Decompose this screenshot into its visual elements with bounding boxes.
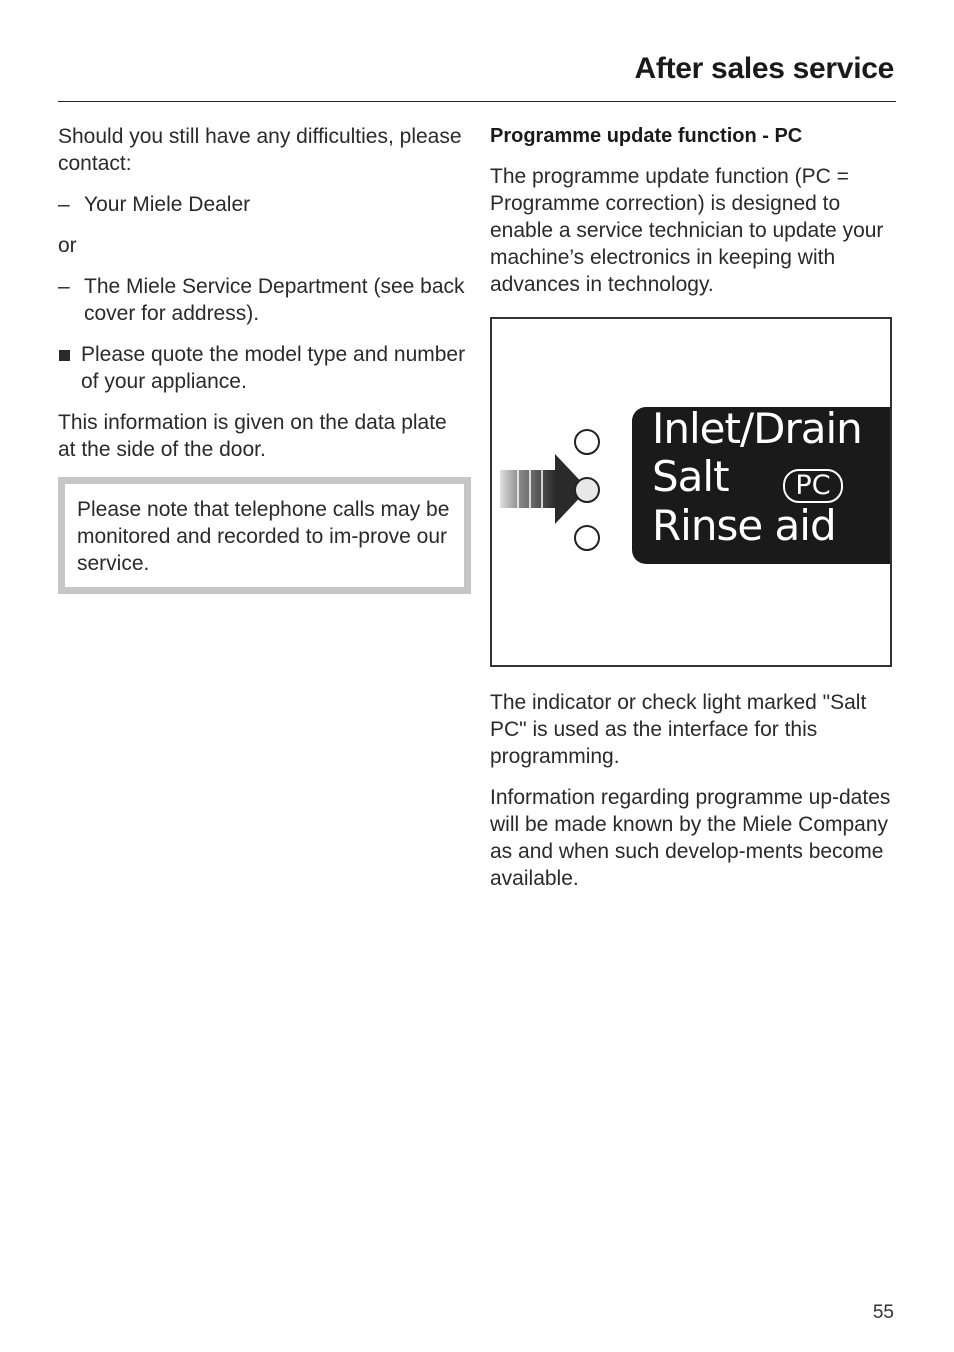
right-column [490,123,898,906]
contact-item-text: Your Miele Dealer [84,193,251,216]
contact-item-text: The Miele Service Department (see back cover for address). [84,275,465,325]
indicator-light-salt [574,477,600,503]
header-rule [58,101,896,102]
panel-label-rinse-aid: Rinse aid [652,501,836,550]
info-paragraph: Information regarding programme up-dates will be made known by the Miele Company as and when such develop-ments become available. [490,786,891,890]
bullet-text: Please quote the model type and number of your appliance. [81,343,466,393]
square-bullet-icon [59,350,70,361]
note-text: Please note that telephone calls may be monitored and recorded to im-prove our service. [77,498,450,575]
indicator-light-inlet [574,429,600,455]
or-text: or [58,234,77,257]
section-heading: Programme update function - PC [490,125,803,147]
indicator-paragraph: The indicator or check light marked "Salt PC" is used as the interface for this programming. [490,691,867,768]
panel-label-salt: Salt [652,452,729,501]
note-box [58,477,471,594]
model-bullet-item [58,341,468,395]
dash-marker: – [58,275,70,298]
data-plate-paragraph: This information is given on the data plate at the side of the door. [58,411,447,461]
contact-item-service-dept [58,273,468,327]
panel-label-inlet-drain: Inlet/Drain [652,404,862,453]
pc-symbol: PC [783,469,843,503]
description-paragraph: The programme update function (PC = Programme correction) is designed to enable a service technician to update your machine’s electronics in keeping with advances in technology. [490,165,884,296]
dash-marker: – [58,193,70,216]
left-column [58,123,468,594]
page-number: 55 [872,1302,894,1323]
control-panel-figure [490,317,892,667]
contact-item-dealer [58,191,468,218]
display-panel [632,404,892,564]
intro-paragraph: Should you still have any difficulties, please contact: [58,125,462,175]
page-title: After sales service [634,52,894,85]
indicator-light-rinse-aid [574,525,600,551]
